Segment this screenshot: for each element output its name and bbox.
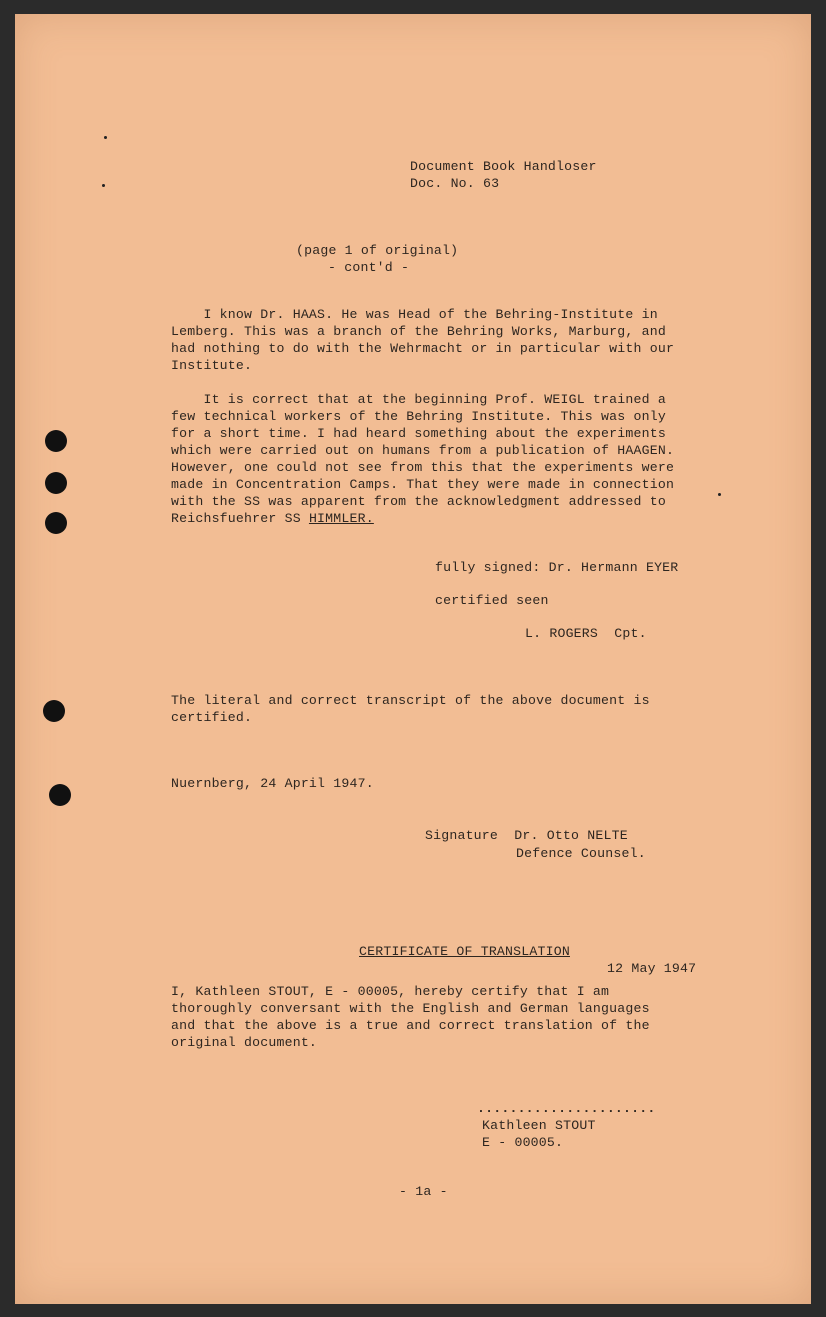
paragraph-line: However, one could not see from this that the experiments were (171, 460, 675, 475)
paragraph-line: Institute. (171, 358, 253, 373)
himmler-underlined: HIMMLER. (308, 511, 374, 526)
paragraph-line: which were carried out on humans from a publication of HAAGEN. (171, 443, 675, 458)
binder-hole (45, 430, 67, 452)
paragraph-line (171, 511, 374, 528)
paper-speck (104, 136, 107, 139)
translator-name: Kathleen STOUT (482, 1118, 596, 1133)
signature-dots: ...................... (477, 1101, 656, 1116)
page-of-original: (page 1 of original) (296, 243, 459, 258)
counsel-signature: Signature Dr. Otto NELTE (425, 828, 628, 843)
paragraph-line: It is correct that at the beginning Prof. WEIGL trained a (171, 392, 666, 407)
paper-speck (718, 493, 721, 496)
document-number: Doc. No. 63 (410, 176, 500, 191)
paper-speck (102, 184, 105, 187)
place-date: Nuernberg, 24 April 1947. (171, 776, 374, 791)
paragraph-line: made in Concentration Camps. That they were made in connection (171, 477, 675, 492)
page-number: - 1a - (399, 1184, 448, 1199)
paragraph-line: Lemberg. This was a branch of the Behring Works, Marburg, and (171, 324, 666, 339)
continued-note: - cont'd - (328, 260, 410, 275)
certificate-heading: CERTIFICATE OF TRANSLATION (359, 944, 570, 959)
transcript-certification: The literal and correct transcript of the above document is (171, 693, 650, 708)
translator-id: E - 00005. (482, 1135, 564, 1150)
rogers-signature: L. ROGERS Cpt. (525, 626, 647, 641)
document-book-title: Document Book Handloser (410, 159, 597, 174)
certified-seen-line: certified seen (435, 593, 549, 608)
paragraph-line: I know Dr. HAAS. He was Head of the Behring-Institute in (171, 307, 658, 322)
binder-hole (49, 784, 71, 806)
paragraph-line: with the SS was apparent from the acknowledgment addressed to (171, 494, 666, 509)
certificate-line: thoroughly conversant with the English and German languages (171, 1001, 650, 1016)
certificate-date: 12 May 1947 (607, 961, 697, 976)
counsel-title: Defence Counsel. (516, 846, 646, 861)
certificate-line: I, Kathleen STOUT, E - 00005, hereby certify that I am (171, 984, 610, 999)
binder-hole (45, 472, 67, 494)
binder-hole (43, 700, 65, 722)
document-page (15, 14, 811, 1304)
paragraph-line: few technical workers of the Behring Institute. This was only (171, 409, 666, 424)
paragraph-line: for a short time. I had heard something about the experiments (171, 426, 666, 441)
binder-hole (45, 512, 67, 534)
fully-signed-line: fully signed: Dr. Hermann EYER (435, 560, 679, 575)
certificate-line: original document. (171, 1035, 318, 1050)
paragraph-line: had nothing to do with the Wehrmacht or in particular with our (171, 341, 675, 356)
certificate-line: and that the above is a true and correct translation of the (171, 1018, 650, 1033)
transcript-certification: certified. (171, 710, 253, 725)
paragraph-line-prefix: Reichsfuehrer SS (171, 511, 309, 526)
